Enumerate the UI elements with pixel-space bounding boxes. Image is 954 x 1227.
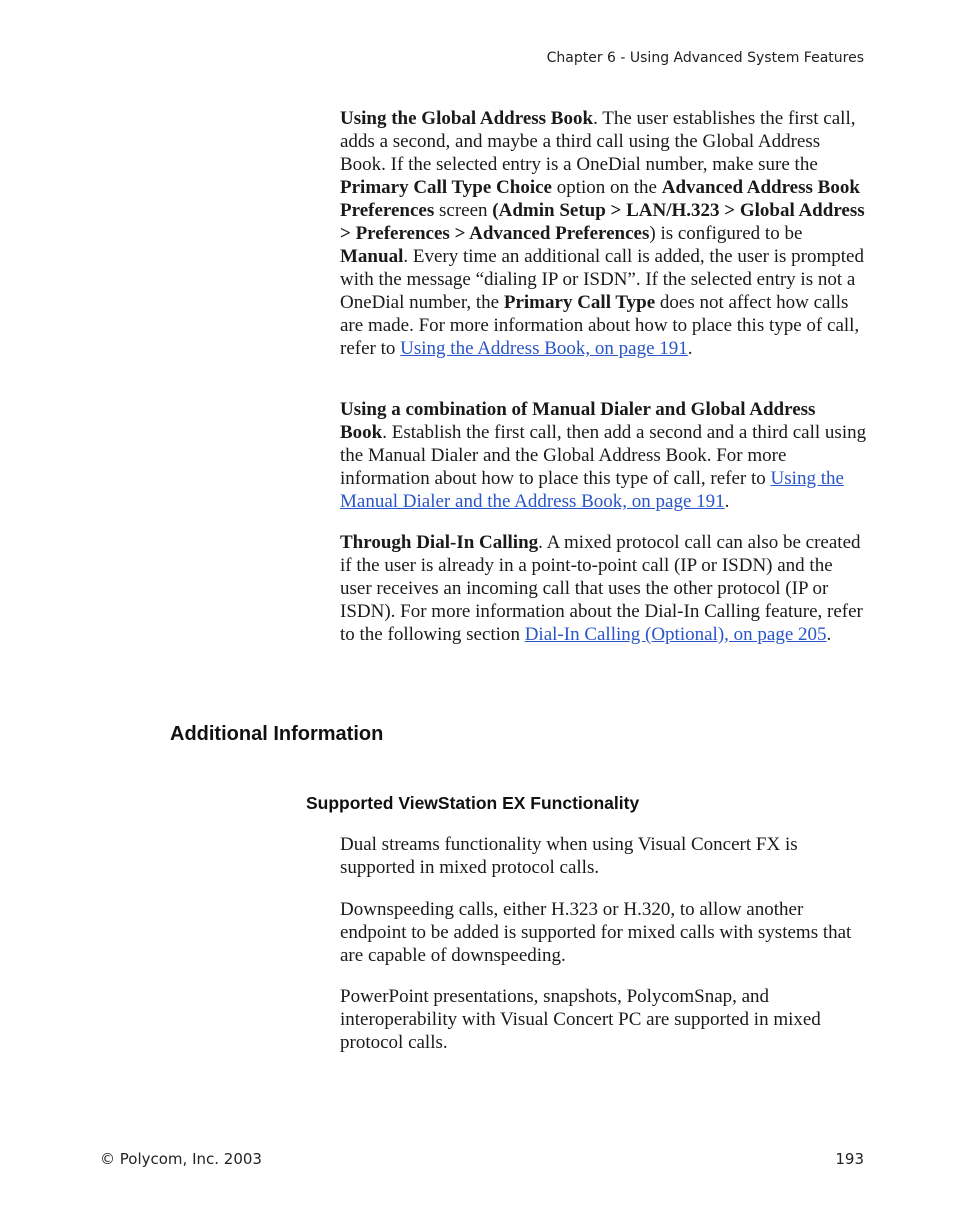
body-text: PowerPoint presentations, snapshots, PolycomSnap, and interoperability with Visual Concert PC are supported in mixed protocol calls.	[340, 986, 821, 1053]
body-text: .	[826, 624, 832, 645]
body-text: Dual streams functionality when using Visual Concert FX is supported in mixed protocol calls.	[340, 834, 798, 878]
footer-page-number: 193	[835, 1150, 864, 1168]
lead-term: Using a combination of Manual Dialer and Global Address Book	[340, 399, 816, 443]
body-text: screen	[434, 200, 493, 221]
ui-term: Manual	[340, 246, 404, 267]
paragraph-powerpoint	[340, 985, 867, 1054]
menu-path: (Admin Setup > LAN/H.323 > Global Address > Preferences > Advanced Preferences	[340, 200, 865, 244]
paragraph-dial-in	[340, 531, 867, 646]
body-text: .	[724, 491, 730, 512]
body-text: Downspeeding calls, either H.323 or H.320, to allow another endpoint to be added is supported for mixed calls with systems that are capable of downspeeding.	[340, 899, 852, 966]
footer-copyright: © Polycom, Inc. 2003	[100, 1150, 262, 1168]
ui-term: Primary Call Type Choice	[340, 177, 552, 198]
subsection-heading: Supported ViewStation EX Functionality	[306, 793, 640, 813]
paragraph-downspeeding	[340, 898, 867, 967]
body-text: . A mixed protocol call can also be created if the user is already in a point-to-point call (IP or ISDN) and the user receives an incoming call that uses the other protocol (IP or ISDN). For more information about the Dial-In Calling feature, refer to the following section	[340, 532, 863, 645]
xref-link-manual-dialer[interactable]: Using the Manual Dialer and the Address Book, on page 191	[340, 468, 844, 512]
body-text: does not affect how calls are made. For more information about how to place this type of call, refer to	[340, 292, 860, 359]
section-heading: Additional Information	[170, 723, 384, 745]
lead-term: Using the Global Address Book	[340, 108, 594, 129]
xref-link-address-book[interactable]: Using the Address Book, on page 191	[400, 338, 688, 359]
body-text: .	[687, 338, 693, 359]
lead-term: Through Dial-In Calling	[340, 532, 539, 553]
body-text: . Every time an additional call is added, the user is prompted with the message “dialing IP or ISDN”. If the selected entry is not a OneDial number, the	[340, 246, 864, 313]
body-text: ) is configured to be	[649, 223, 803, 244]
ui-term: Advanced Address Book Preferences	[340, 177, 860, 221]
ui-term: Primary Call Type	[503, 292, 656, 313]
running-head: Chapter 6 - Using Advanced System Features	[546, 50, 864, 66]
body-text: . Establish the first call, then add a second and a third call using the Manual Dialer and the Global Address Book. For more information about how to place this type of call, refer to	[340, 422, 867, 489]
body-text: . The user establishes the first call, adds a second, and maybe a third call using the Global Address Book. If the selected entry is a OneDial number, make sure the	[340, 108, 856, 175]
paragraph-dual-streams	[340, 833, 867, 879]
paragraph-global-address-book	[340, 107, 867, 360]
xref-link-dial-in[interactable]: Dial-In Calling (Optional), on page 205	[524, 624, 827, 645]
body-text: option on the	[551, 177, 662, 198]
paragraph-combination	[340, 398, 867, 513]
